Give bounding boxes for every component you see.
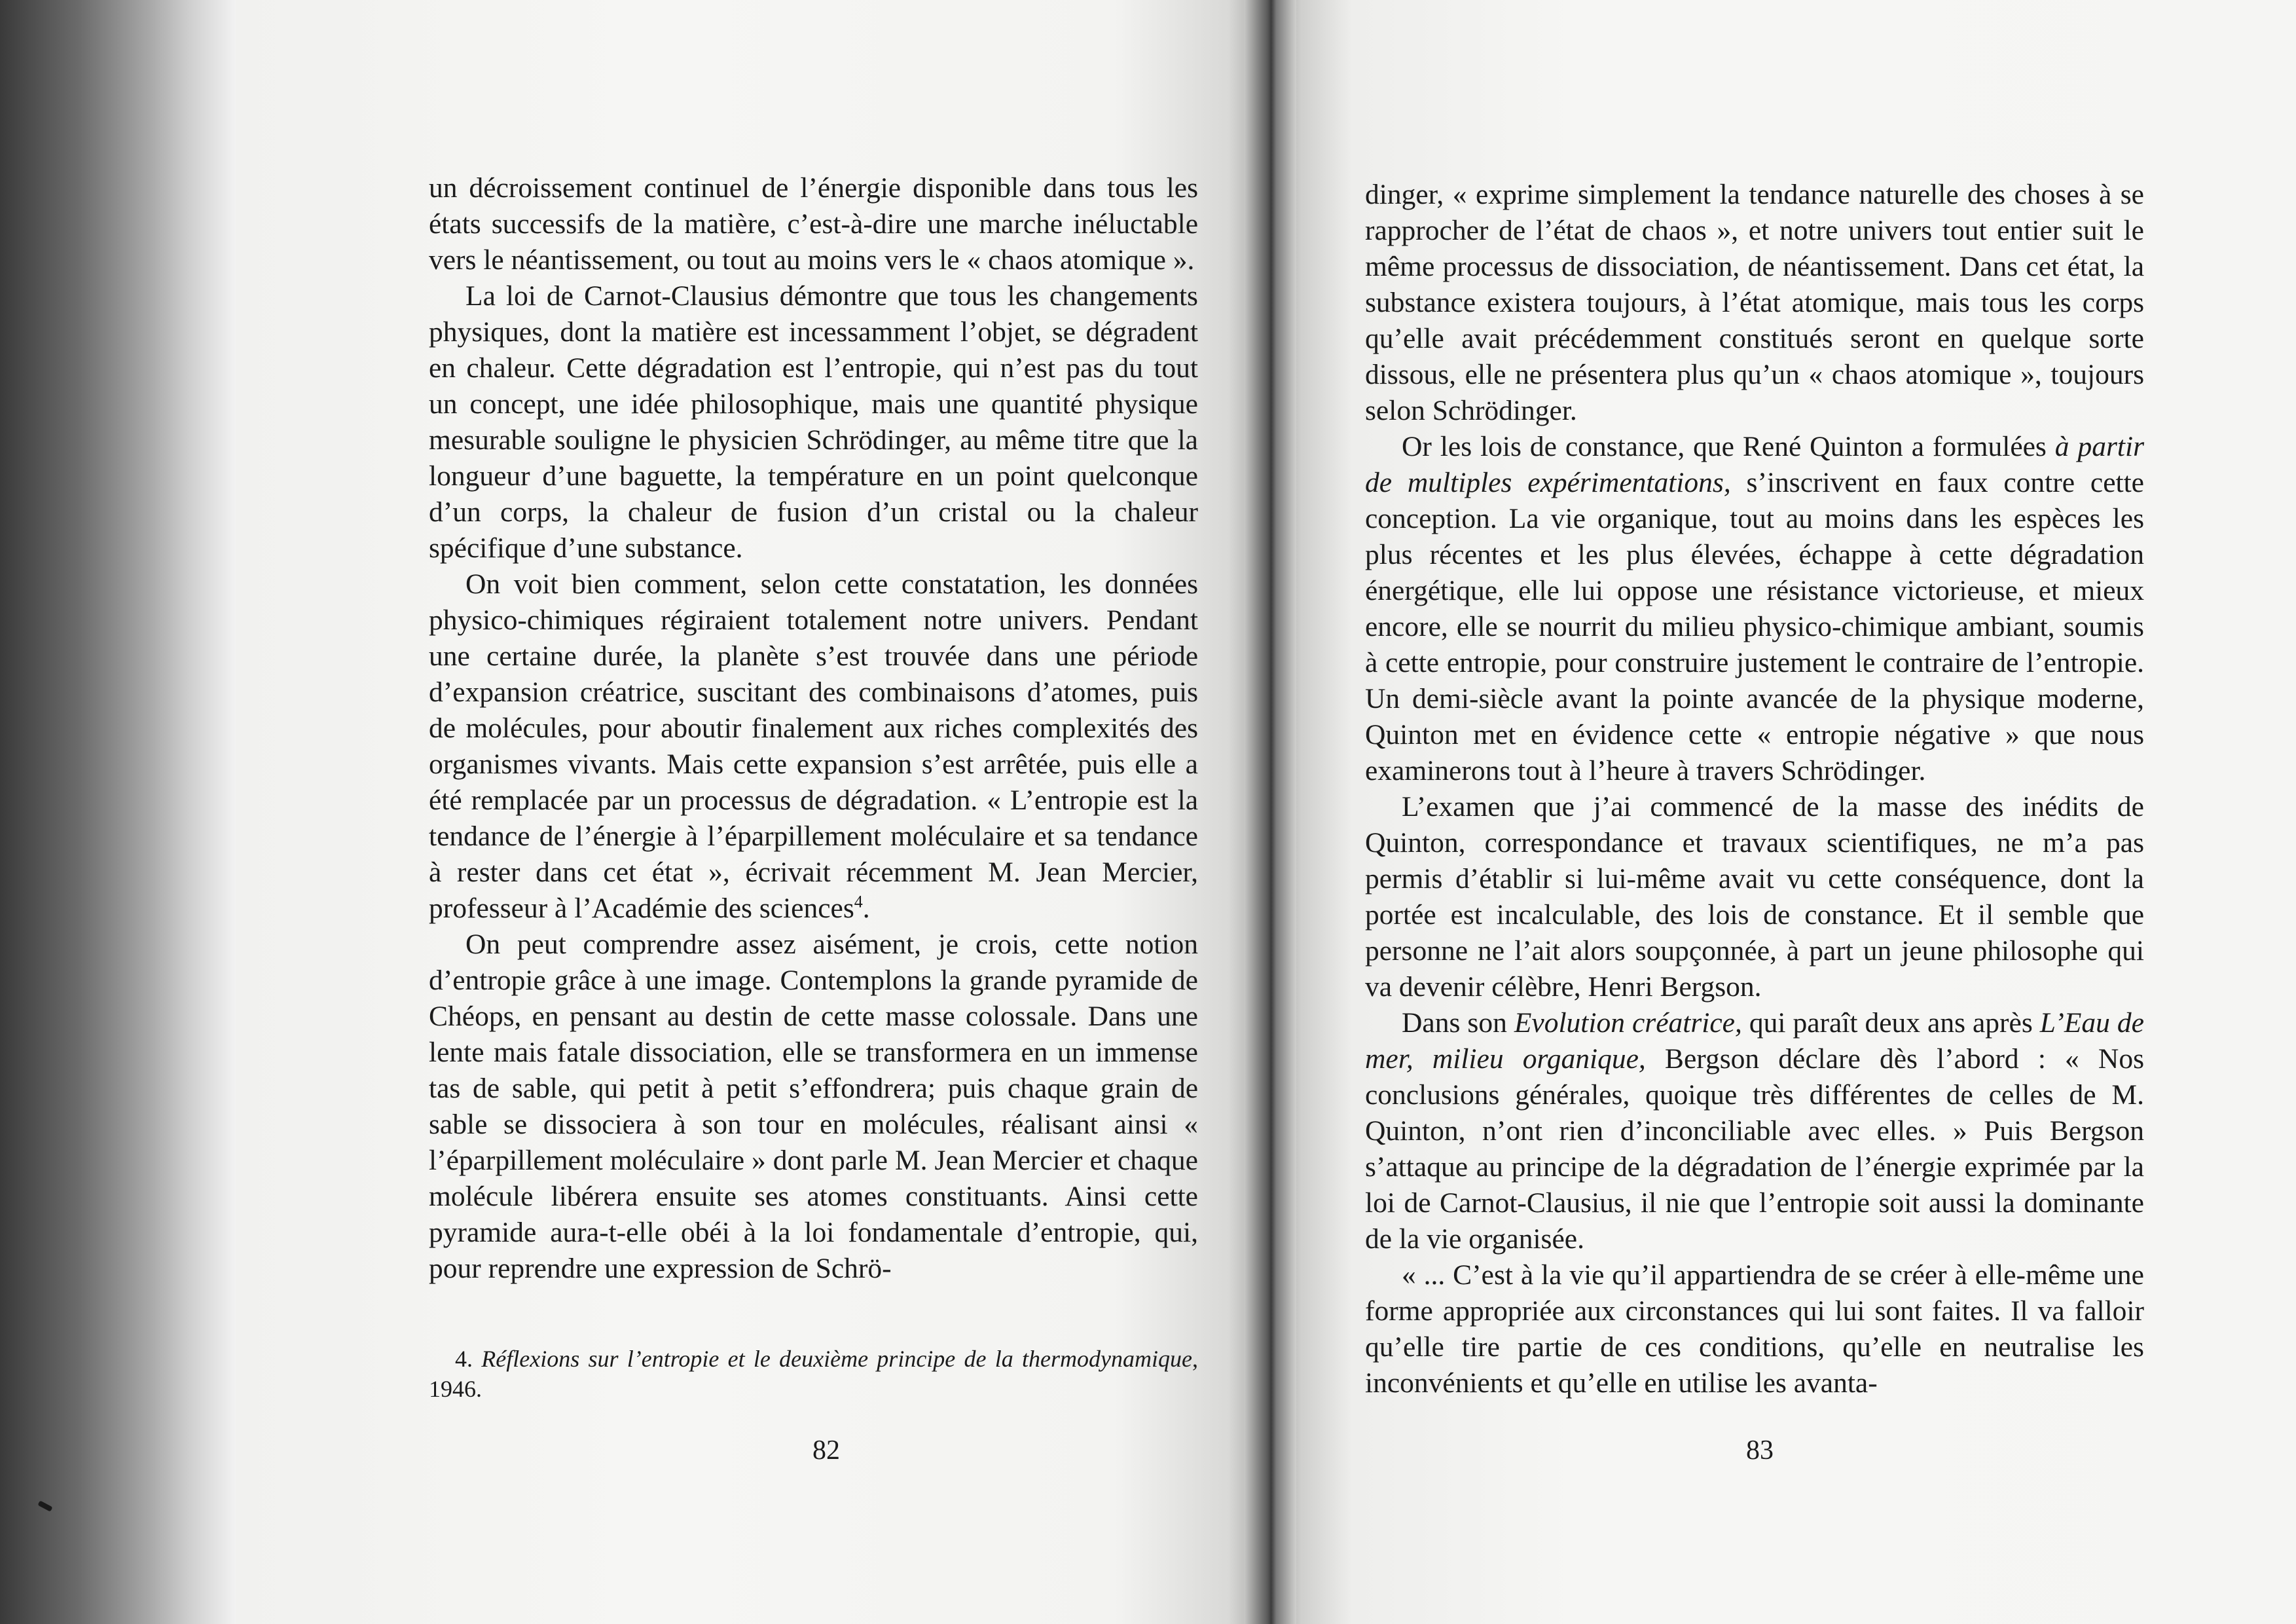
page-number-left: 82 <box>812 1435 840 1466</box>
paragraph <box>429 566 1198 927</box>
paragraph-text: qui paraît deux ans après <box>1741 1007 2040 1039</box>
paragraph: dinger, « exprime simplement la tendance naturelle des choses à se rapprocher de l’état de chaos », et notre univers tout entier suit le même processus de dissociation, de néantissement. Dans cet état, la substance existera toujours, à l’état atomique, mais tous les corps qu’elle avait précédemment constitués seront en quelque sorte dissous, elle ne présentera plus qu’un « chaos atomique », toujours selon Schrödinger. <box>1365 179 2144 426</box>
page-number-right: 83 <box>1746 1435 1774 1466</box>
paragraph-text: Or les lois de constance, que René Quinton a formulées <box>1402 431 2055 462</box>
paragraph: On peut comprendre assez aisément, je crois, cette notion d’entropie grâce à une image. Contemplons la grande pyramide de Chéops, en pensant au destin de cette masse colossale. Dans une lente mais fatale dissociation, elle se transformera en un immense tas de sable, qui petit à petit s’effondrera; puis chaque grain de sable se dissociera à son tour en molécules, réalisant ainsi « l’éparpillement moléculaire » dont parle M. Jean Mercier et chaque molécule libérera ensuite ses atomes constituants. Ainsi cette pyramide aura-t-elle obéi à la loi fondamentale d’entropie, qui, pour reprendre une expression de Schrö- <box>429 929 1198 1284</box>
right-page-body <box>1365 177 2144 1401</box>
paragraph: L’examen que j’ai commencé de la masse des inédits de Quinton, correspondance et travaux scientifiques, ne m’a pas permis d’établir si lui-même avait vu cette conséquence, dont la portée est incalculable, des lois de constance. Et il semble que personne ne l’ait alors soupçonnée, à part un jeune philosophe qui va devenir célèbre, Henri Bergson. <box>1365 791 2144 1003</box>
paragraph <box>1365 429 2144 789</box>
footnote-reference[interactable]: 4 <box>854 892 863 912</box>
paragraph: « ... C’est à la vie qu’il appartiendra de se créer à elle-même une forme appropriée aux circonstances qui lui sont faites. Il va falloir qu’elle tire partie de ces conditions, qu’elle en neutralise les inconvénients et qu’elle en utilise les avanta- <box>1365 1259 2144 1399</box>
footnote-year: , 1946. <box>429 1346 1198 1402</box>
book-title: Evolution créatrice, <box>1514 1007 1742 1039</box>
paragraph: La loi de Carnot-Clausius démontre que tous les changements physiques, dont la matière est incessamment l’objet, se dégradent en chaleur. Cette dégradation est l’entropie, qui n’est pas du tout un concept, une idée philosophique, mais une quantité physique mesurable souligne le physicien Schrödinger, au même titre que la longueur d’une baguette, la température en un point quelconque d’un corps, la chaleur de fusion d’un cristal ou la chaleur spécifique d’une substance. <box>429 280 1198 564</box>
book-gutter <box>1244 0 1296 1624</box>
paragraph-end: . <box>862 893 870 924</box>
footnote-title: Réflexions sur l’entropie et le deuxième principe de la thermodynamique <box>481 1346 1192 1372</box>
paragraph-text: On voit bien comment, selon cette constatation, les données physico-chimiques régiraient totalement notre univers. Pendant une certaine durée, la planète s’est trouvée dans une période d’expansion créatrice, suscitant des combinaisons d’atomes, puis de molécules, pour aboutir finalement aux riches complexités des organismes vivants. Mais cette expansion s’est arrêtée, puis elle a été remplacée par un processus de dégradation. « L’entropie est la tendance de l’énergie à l’éparpillement moléculaire et sa tendance à rester dans cet état », écrivait récemment M. Jean Mercier, professeur à l’Académie des sciences <box>429 568 1198 924</box>
paragraph-text: s’inscrivent en faux contre cette conception. La vie organique, tout au moins dans les espèces les plus récentes et les plus élevées, échappe à cette dégradation énergétique, elle lui oppose une résistance victorieuse, et mieux encore, elle se nourrit du milieu physico-chimique ambiant, soumis à cette entropie, pour construire justement le contraire de l’entropie. Un demi-siècle avant la pointe avancée de la physique moderne, Quinton met en évidence cette « entropie négative » que nous examinerons tout à l’heure à travers Schrödinger. <box>1365 467 2144 786</box>
italic-phrase: à partir de multiples expérimentations, <box>1365 431 2145 498</box>
paragraph-text: Bergson déclare dès l’abord : « Nos conclusions générales, quoique très différentes de celles de M. Quinton, n’ont rien d’inconciliable avec elles. » Puis Bergson s’attaque au principe de la dégradation de l’énergie exprimée par la loi de Carnot-Clausius, il nie que l’entropie soit aussi la dominante de la vie organisée. <box>1365 1043 2145 1255</box>
paragraph: un décroissement continuel de l’énergie disponible dans tous les états successifs de la matière, c’est-à-dire une marche inéluctable vers le néantissement, ou tout au moins vers le « chaos atomique ». <box>429 172 1198 276</box>
paragraph <box>1365 1005 2144 1257</box>
left-page-body <box>429 170 1198 1287</box>
footnote-number: 4. <box>455 1346 473 1372</box>
paragraph-text: Dans son <box>1402 1007 1514 1039</box>
footnote <box>429 1344 1198 1404</box>
book-title: L’Eau de mer, milieu organique, <box>1365 1007 2144 1075</box>
page-stack-edge <box>0 0 236 1624</box>
